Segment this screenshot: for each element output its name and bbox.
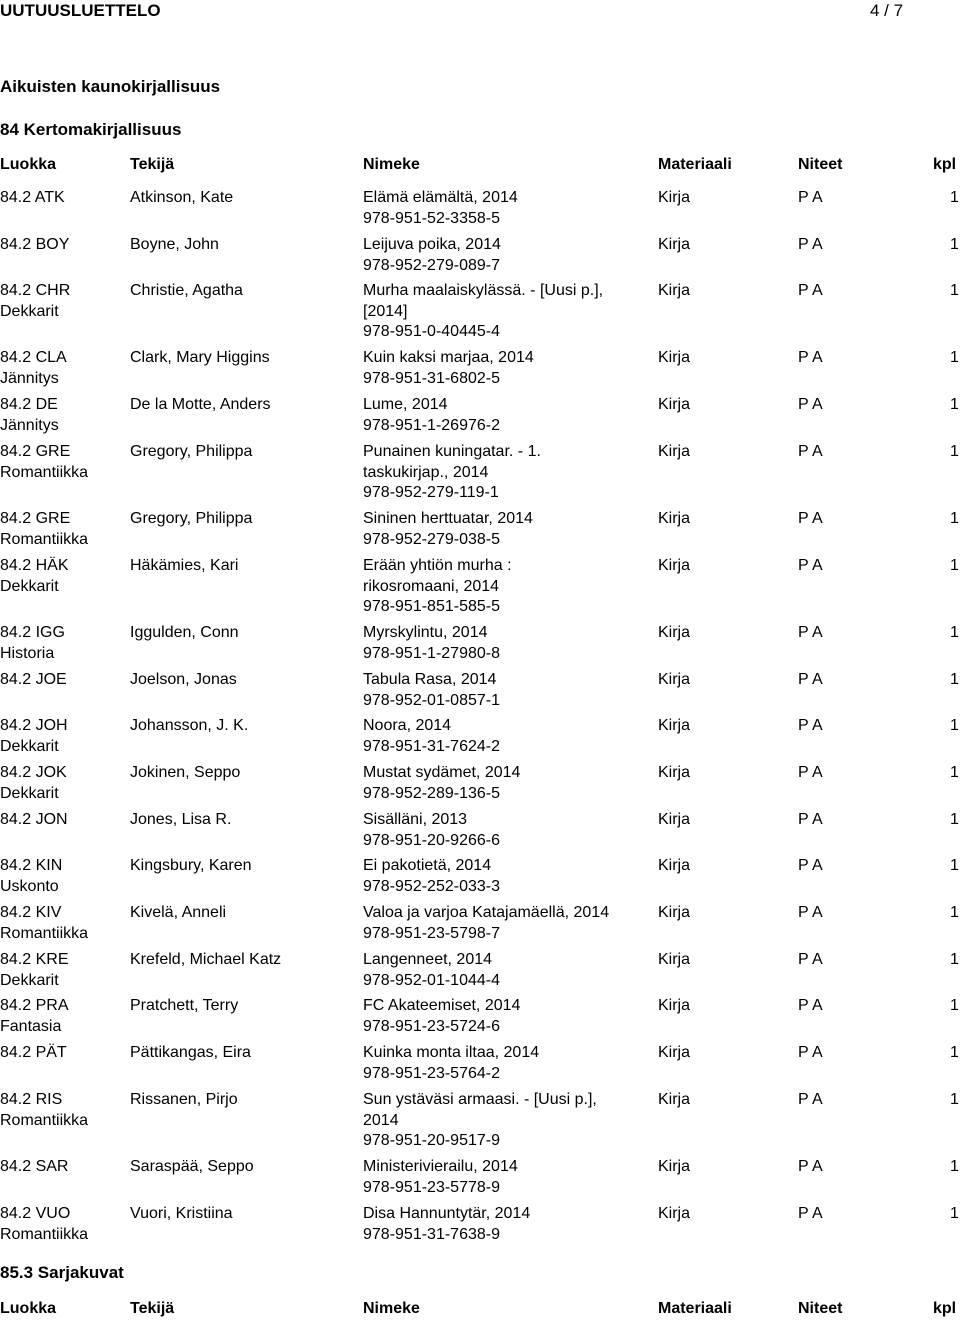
row-materiaali: Kirja bbox=[658, 904, 691, 921]
row-tekija: Joelson, Jonas bbox=[130, 671, 237, 688]
row-isbn: 978-952-289-136-5 bbox=[363, 784, 500, 802]
row-nimeke: Ei pakotietä, 2014 bbox=[363, 857, 492, 874]
row-kpl: 1 bbox=[950, 857, 959, 874]
row-nimeke: Punainen kuningatar. - 1. bbox=[363, 443, 541, 460]
col-nimeke: Nimeke bbox=[363, 156, 420, 173]
row-niteet: P A bbox=[798, 510, 823, 527]
row-luokka: 84.2 VUO bbox=[0, 1205, 71, 1222]
row-tekija: De la Motte, Anders bbox=[130, 396, 271, 413]
row-kpl: 1 bbox=[950, 951, 959, 968]
row-tekija: Pättikangas, Eira bbox=[130, 1044, 251, 1061]
row-kpl: 1 bbox=[950, 282, 959, 299]
row-materiaali: Kirja bbox=[658, 282, 691, 299]
col-kpl: kpl bbox=[933, 156, 957, 173]
row-kpl: 1 bbox=[950, 624, 959, 641]
col-luokka: Luokka bbox=[0, 1300, 57, 1317]
row-luokka: 84.2 IGG bbox=[0, 624, 65, 641]
col-niteet: Niteet bbox=[798, 1300, 843, 1317]
row-tekija: Kivelä, Anneli bbox=[130, 904, 227, 921]
row-materiaali: Kirja bbox=[658, 951, 691, 968]
col-materiaali: Materiaali bbox=[658, 156, 732, 173]
row-niteet: P A bbox=[798, 443, 823, 460]
page-number: 4 / 7 bbox=[870, 1, 904, 20]
row-niteet: P A bbox=[798, 1091, 823, 1108]
row-tekija: Gregory, Philippa bbox=[130, 443, 253, 460]
row-tekija: Häkämies, Kari bbox=[130, 557, 239, 574]
row-kpl: 1 bbox=[950, 189, 959, 206]
row-isbn: 978-951-20-9266-6 bbox=[363, 831, 500, 849]
row-kpl: 1 bbox=[950, 717, 959, 734]
row-tekija: Saraspää, Seppo bbox=[130, 1158, 254, 1175]
row-niteet: P A bbox=[798, 282, 823, 299]
col-luokka: Luokka bbox=[0, 156, 57, 173]
row-isbn: 978-951-31-7624-2 bbox=[363, 737, 500, 755]
row-niteet: P A bbox=[798, 857, 823, 874]
row-tekija: Jones, Lisa R. bbox=[130, 811, 232, 828]
row-nimeke: Elämä elämältä, 2014 bbox=[363, 189, 518, 206]
row-luokka: 84.2 PRA bbox=[0, 997, 69, 1014]
row-isbn: 978-952-279-089-7 bbox=[363, 256, 500, 274]
row-nimeke: Langenneet, 2014 bbox=[363, 951, 493, 968]
row-materiaali: Kirja bbox=[658, 624, 691, 641]
row-tekija: Vuori, Kristiina bbox=[130, 1205, 233, 1222]
row-tekija: Johansson, J. K. bbox=[130, 717, 249, 734]
row-luokka: 84.2 CHR bbox=[0, 282, 71, 299]
row-luokka: 84.2 CLA bbox=[0, 349, 67, 366]
row-nimeke: Noora, 2014 bbox=[363, 717, 452, 734]
row-luokka: 84.2 HÄK bbox=[0, 557, 69, 574]
row-nimeke: Kuinka monta iltaa, 2014 bbox=[363, 1044, 540, 1061]
row-nimeke: Ministerivierailu, 2014 bbox=[363, 1158, 518, 1175]
row-luokka: 84.2 SAR bbox=[0, 1158, 69, 1175]
row-nimeke: Valoa ja varjoa Katajamäellä, 2014 bbox=[363, 904, 610, 921]
row-niteet: P A bbox=[798, 624, 823, 641]
subsection-heading: 84 Kertomakirjallisuus bbox=[0, 120, 182, 139]
row-nimeke: Mustat sydämet, 2014 bbox=[363, 764, 521, 781]
row-kpl: 1 bbox=[950, 510, 959, 527]
row-kpl: 1 bbox=[950, 997, 959, 1014]
row-niteet: P A bbox=[798, 1044, 823, 1061]
row-genre: Uskonto bbox=[0, 877, 59, 895]
row-nimeke: Tabula Rasa, 2014 bbox=[363, 671, 497, 688]
row-materiaali: Kirja bbox=[658, 671, 691, 688]
row-luokka: 84.2 JOE bbox=[0, 671, 67, 688]
row-isbn: 978-951-20-9517-9 bbox=[363, 1132, 500, 1149]
row-kpl: 1 bbox=[950, 443, 959, 460]
row-luokka: 84.2 DE bbox=[0, 396, 58, 413]
row-kpl: 1 bbox=[950, 349, 959, 366]
row-genre: Historia bbox=[0, 644, 55, 662]
row-genre: Dekkarit bbox=[0, 577, 59, 595]
row-nimeke: rikosromaani, 2014 bbox=[363, 577, 500, 595]
row-luokka: 84.2 KIN bbox=[0, 857, 63, 874]
row-niteet: P A bbox=[798, 557, 823, 574]
row-kpl: 1 bbox=[950, 904, 959, 921]
row-luokka: 84.2 PÄT bbox=[0, 1044, 67, 1061]
row-genre: Dekkarit bbox=[0, 302, 59, 320]
row-nimeke: Sun ystäväsi armaasi. - [Uusi p.], bbox=[363, 1091, 597, 1108]
row-isbn: 978-952-279-038-5 bbox=[363, 530, 500, 548]
row-tekija: Krefeld, Michael Katz bbox=[130, 951, 282, 968]
section-heading: Aikuisten kaunokirjallisuus bbox=[0, 77, 221, 96]
row-isbn: 978-951-1-27980-8 bbox=[363, 644, 500, 662]
row-kpl: 1 bbox=[950, 764, 959, 781]
row-nimeke: Leijuva poika, 2014 bbox=[363, 236, 501, 253]
row-materiaali: Kirja bbox=[658, 857, 691, 874]
row-niteet: P A bbox=[798, 349, 823, 366]
row-isbn: 978-951-0-40445-4 bbox=[363, 323, 500, 340]
row-niteet: P A bbox=[798, 811, 823, 828]
row-isbn: 978-952-01-0857-1 bbox=[363, 691, 500, 709]
row-luokka: 84.2 KIV bbox=[0, 904, 62, 921]
row-materiaali: Kirja bbox=[658, 811, 691, 828]
row-kpl: 1 bbox=[950, 396, 959, 413]
row-genre: Romantiikka bbox=[0, 1111, 89, 1129]
col-tekija: Tekijä bbox=[130, 156, 175, 173]
col-nimeke: Nimeke bbox=[363, 1300, 420, 1317]
row-niteet: P A bbox=[798, 717, 823, 734]
row-isbn: 978-951-1-26976-2 bbox=[363, 416, 500, 434]
row-kpl: 1 bbox=[950, 811, 959, 828]
row-tekija: Atkinson, Kate bbox=[130, 189, 234, 206]
row-niteet: P A bbox=[798, 189, 823, 206]
row-kpl: 1 bbox=[950, 1091, 959, 1108]
row-genre: Romantiikka bbox=[0, 1225, 89, 1243]
row-genre: Romantiikka bbox=[0, 530, 89, 548]
row-isbn: 978-951-31-6802-5 bbox=[363, 369, 500, 387]
row-genre: Dekkarit bbox=[0, 971, 59, 989]
row-materiaali: Kirja bbox=[658, 510, 691, 527]
row-luokka: 84.2 JOK bbox=[0, 764, 67, 781]
row-niteet: P A bbox=[798, 764, 823, 781]
row-tekija: Jokinen, Seppo bbox=[130, 764, 241, 781]
col-niteet: Niteet bbox=[798, 156, 843, 173]
row-kpl: 1 bbox=[950, 1205, 959, 1222]
row-tekija: Clark, Mary Higgins bbox=[130, 349, 270, 366]
row-nimeke: Murha maalaiskylässä. - [Uusi p.], bbox=[363, 282, 604, 299]
row-genre: Romantiikka bbox=[0, 924, 89, 942]
row-niteet: P A bbox=[798, 904, 823, 921]
row-isbn: 978-951-851-585-5 bbox=[363, 598, 500, 615]
row-materiaali: Kirja bbox=[658, 764, 691, 781]
next-section-heading: 85.3 Sarjakuvat bbox=[0, 1263, 124, 1282]
row-nimeke: Disa Hannuntytär, 2014 bbox=[363, 1205, 531, 1222]
row-genre: Romantiikka bbox=[0, 463, 89, 481]
row-isbn: 978-951-23-5724-6 bbox=[363, 1017, 500, 1035]
row-isbn: 978-951-23-5764-2 bbox=[363, 1064, 500, 1082]
row-isbn: 978-952-279-119-1 bbox=[363, 484, 499, 501]
row-materiaali: Kirja bbox=[658, 396, 691, 413]
row-genre: Jännitys bbox=[0, 369, 59, 387]
row-nimeke: Erään yhtiön murha : bbox=[363, 557, 512, 574]
row-luokka: 84.2 JOH bbox=[0, 717, 68, 734]
row-materiaali: Kirja bbox=[658, 997, 691, 1014]
row-materiaali: Kirja bbox=[658, 1158, 691, 1175]
row-materiaali: Kirja bbox=[658, 443, 691, 460]
row-kpl: 1 bbox=[950, 1158, 959, 1175]
row-niteet: P A bbox=[798, 997, 823, 1014]
row-nimeke: Sisälläni, 2013 bbox=[363, 811, 468, 828]
row-kpl: 1 bbox=[950, 236, 959, 253]
row-tekija: Gregory, Philippa bbox=[130, 510, 253, 527]
col-materiaali: Materiaali bbox=[658, 1300, 732, 1317]
row-luokka: 84.2 ATK bbox=[0, 189, 65, 206]
row-niteet: P A bbox=[798, 951, 823, 968]
row-tekija: Kingsbury, Karen bbox=[130, 857, 252, 874]
row-genre: Fantasia bbox=[0, 1017, 62, 1035]
row-isbn: 978-951-52-3358-5 bbox=[363, 209, 500, 227]
row-materiaali: Kirja bbox=[658, 1044, 691, 1061]
row-isbn: 978-951-23-5798-7 bbox=[363, 924, 500, 942]
row-nimeke: taskukirjap., 2014 bbox=[363, 463, 489, 481]
row-nimeke: Lume, 2014 bbox=[363, 396, 448, 413]
row-niteet: P A bbox=[798, 1158, 823, 1175]
row-isbn: 978-952-01-1044-4 bbox=[363, 971, 500, 989]
row-materiaali: Kirja bbox=[658, 236, 691, 253]
row-genre: Jännitys bbox=[0, 416, 59, 434]
row-luokka: 84.2 KRE bbox=[0, 951, 69, 968]
row-genre: Dekkarit bbox=[0, 784, 59, 802]
row-niteet: P A bbox=[798, 671, 823, 688]
row-nimeke: Myrskylintu, 2014 bbox=[363, 624, 488, 641]
row-tekija: Christie, Agatha bbox=[130, 282, 243, 299]
row-luokka: 84.2 JON bbox=[0, 811, 68, 828]
col-kpl: kpl bbox=[933, 1300, 957, 1317]
row-nimeke: Sininen herttuatar, 2014 bbox=[363, 510, 533, 527]
row-kpl: 1 bbox=[950, 671, 959, 688]
row-niteet: P A bbox=[798, 1205, 823, 1222]
row-nimeke: 2014 bbox=[363, 1111, 399, 1129]
row-niteet: P A bbox=[798, 396, 823, 413]
row-nimeke: FC Akateemiset, 2014 bbox=[363, 997, 521, 1014]
row-nimeke: [2014] bbox=[363, 302, 408, 320]
row-tekija: Rissanen, Pirjo bbox=[130, 1091, 238, 1108]
row-materiaali: Kirja bbox=[658, 189, 691, 206]
row-materiaali: Kirja bbox=[658, 717, 691, 734]
row-tekija: Boyne, John bbox=[130, 236, 219, 253]
row-tekija: Pratchett, Terry bbox=[130, 997, 239, 1014]
row-kpl: 1 bbox=[950, 1044, 959, 1061]
row-luokka: 84.2 GRE bbox=[0, 510, 71, 527]
row-isbn: 978-952-252-033-3 bbox=[363, 877, 500, 895]
row-nimeke: Kuin kaksi marjaa, 2014 bbox=[363, 349, 534, 366]
row-tekija: Iggulden, Conn bbox=[130, 624, 239, 641]
row-niteet: P A bbox=[798, 236, 823, 253]
row-kpl: 1 bbox=[950, 557, 959, 574]
row-luokka: 84.2 RIS bbox=[0, 1091, 63, 1108]
row-luokka: 84.2 BOY bbox=[0, 236, 70, 253]
row-genre: Dekkarit bbox=[0, 737, 59, 755]
row-materiaali: Kirja bbox=[658, 557, 691, 574]
row-materiaali: Kirja bbox=[658, 1205, 691, 1222]
row-isbn: 978-951-23-5778-9 bbox=[363, 1178, 500, 1196]
document-title: UUTUUSLUETTELO bbox=[0, 1, 161, 20]
row-luokka: 84.2 GRE bbox=[0, 443, 71, 460]
row-materiaali: Kirja bbox=[658, 1091, 691, 1108]
col-tekija: Tekijä bbox=[130, 1300, 175, 1317]
row-materiaali: Kirja bbox=[658, 349, 691, 366]
row-isbn: 978-951-31-7638-9 bbox=[363, 1225, 500, 1243]
